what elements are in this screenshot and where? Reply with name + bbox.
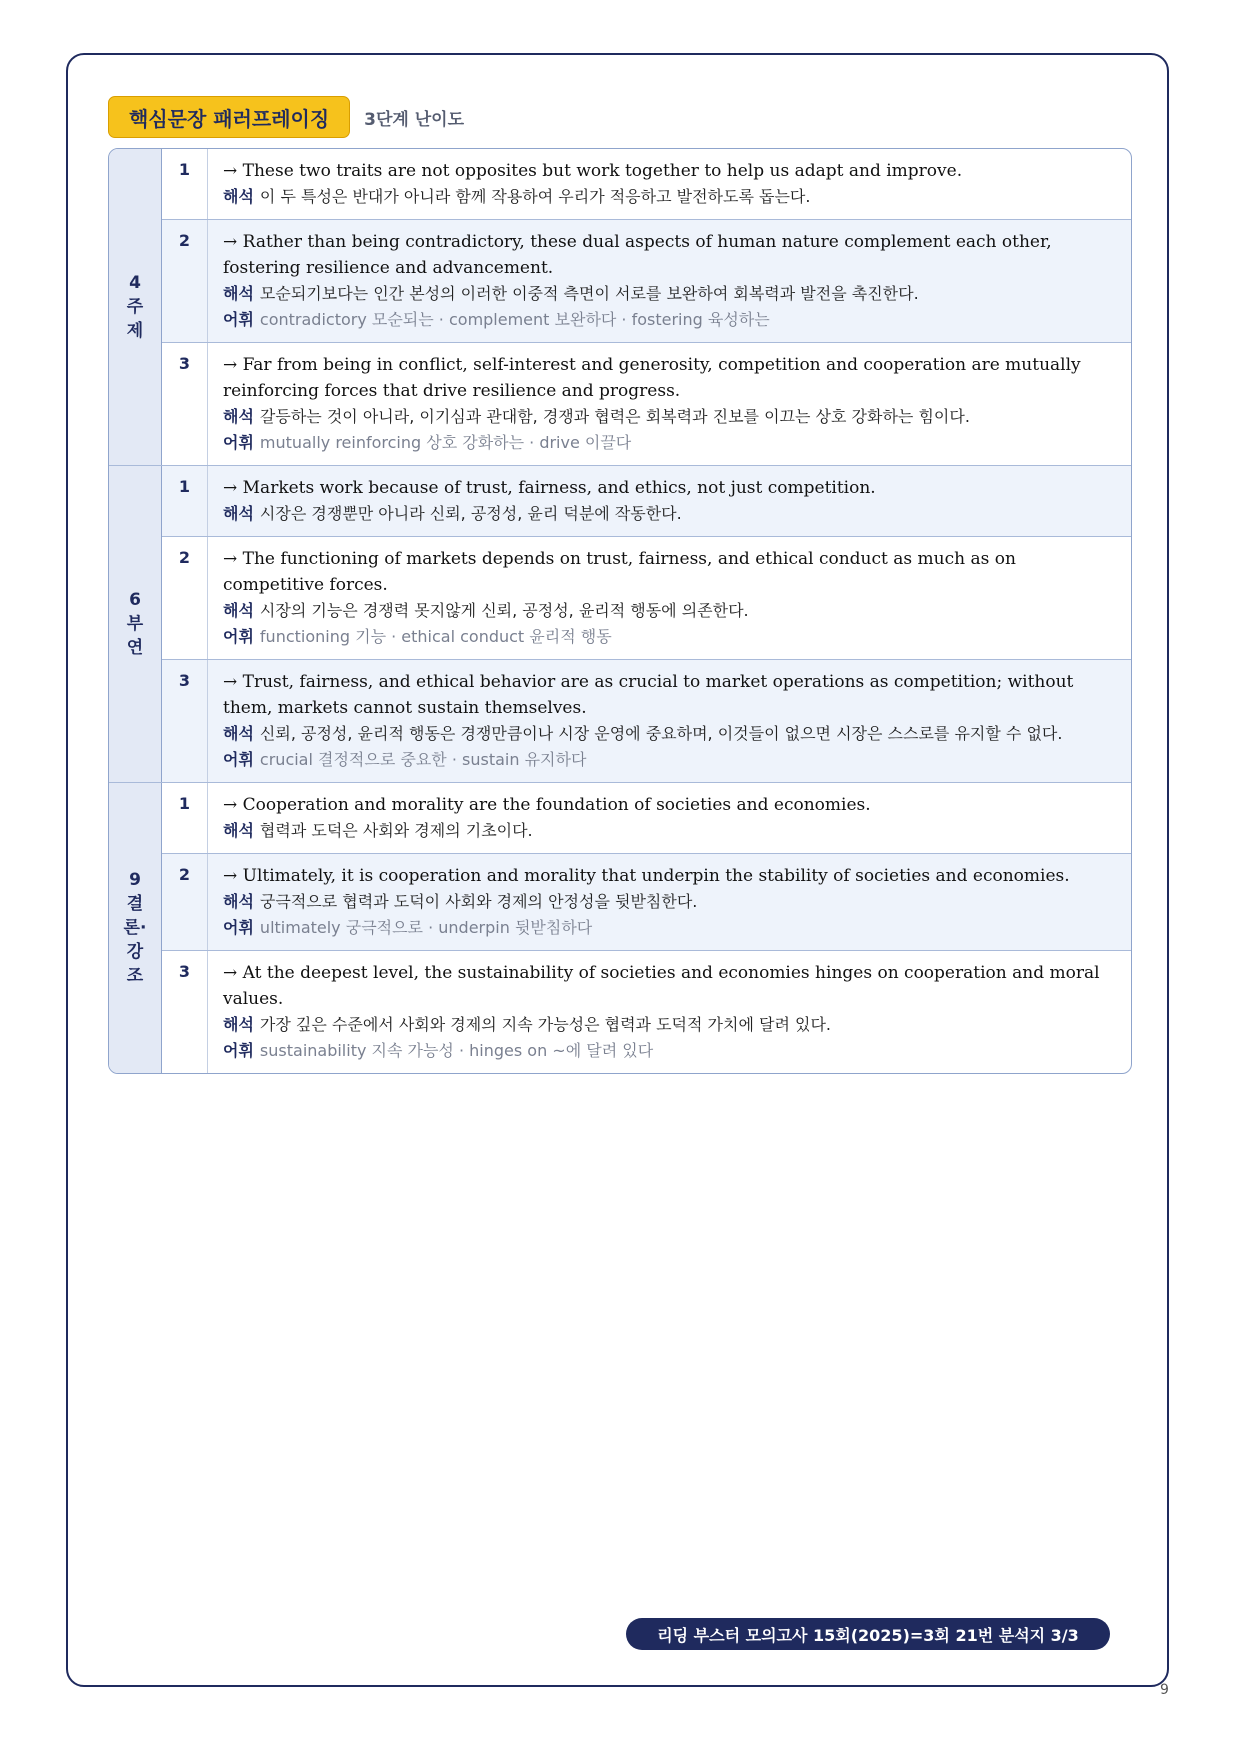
difficulty-level: 3단계 난이도 [364,109,465,130]
translation-text: 모순되기보다는 인간 본성의 이러한 이중적 측면이 서로를 보완하여 회복력과 발전을 촉진한다. [259,284,919,303]
table-group [109,783,1131,1073]
translation-line [223,281,1117,307]
translation-line [223,184,1117,210]
row-content [208,783,1131,853]
translation-text: 가장 깊은 수준에서 사회와 경제의 지속 가능성은 협력과 도덕적 가치에 달려 있다. [259,1015,832,1034]
translation-line [223,818,1117,844]
paraphrase-table [108,148,1132,1074]
row-content [208,660,1131,782]
table-row [162,951,1131,1073]
row-content [208,220,1131,342]
table-row [162,783,1131,854]
translation-line [223,501,1117,527]
translation-line [223,404,1117,430]
group-label-cell [109,466,162,782]
row-content [208,343,1131,465]
vocab-text: ultimately 궁극적으로 · underpin 뒷받침하다 [259,918,593,937]
vocab-tag: 어휘 [223,1041,254,1060]
group-label: 6부연 [126,590,144,658]
translation-text: 시장은 경쟁뿐만 아니라 신뢰, 공정성, 윤리 덕분에 작동한다. [259,504,682,523]
translation-text: 이 두 특성은 반대가 아니라 함께 작용하여 우리가 적응하고 발전하도록 돕는다. [259,187,811,206]
page-number: 9 [1160,1682,1169,1698]
row-content [208,149,1131,219]
translation-line [223,889,1117,915]
group-label: 9결론·강조 [123,870,147,986]
row-number: 1 [162,783,208,853]
english-sentence: → Markets work because of trust, fairness, and ethics, not just competition. [223,478,876,498]
vocab-line [223,430,1117,456]
table-row [162,149,1131,220]
vocab-text: functioning 기능 · ethical conduct 윤리적 행동 [259,627,612,646]
translation-text: 신뢰, 공정성, 윤리적 행동은 경쟁만큼이나 시장 운영에 중요하며, 이것들이 없으면 시장은 스스로를 유지할 수 없다. [259,724,1063,743]
translation-text: 협력과 도덕은 사회와 경제의 기초이다. [259,821,533,840]
english-sentence: → Far from being in conflict, self-interest and generosity, competition and cooperation are mutually reinforcing forces that drive resilience and progress. [223,355,1081,401]
english-sentence: → Cooperation and morality are the foundation of societies and economies. [223,795,871,815]
translation-line [223,1012,1117,1038]
row-number: 1 [162,149,208,219]
table-row [162,220,1131,343]
english-sentence: → Trust, fairness, and ethical behavior are as crucial to market operations as competition; without them, markets cannot sustain themselves. [223,672,1074,718]
row-content [208,466,1131,536]
english-sentence: → These two traits are not opposites but work together to help us adapt and improve. [223,161,963,181]
vocab-text: mutually reinforcing 상호 강화하는 · drive 이끌다 [259,433,632,452]
translation-tag: 해석 [223,187,254,206]
row-number: 3 [162,951,208,1073]
row-number: 2 [162,220,208,342]
vocab-tag: 어휘 [223,310,254,329]
group-label: 4주제 [126,273,144,341]
table-group [109,466,1131,783]
translation-tag: 해석 [223,284,254,303]
row-number: 3 [162,343,208,465]
row-number: 1 [162,466,208,536]
translation-tag: 해석 [223,601,254,620]
english-sentence: → The functioning of markets depends on trust, fairness, and ethical conduct as much as on competitive forces. [223,549,1016,595]
translation-tag: 해석 [223,892,254,911]
table-group [109,149,1131,466]
vocab-line [223,915,1117,941]
english-sentence: → Ultimately, it is cooperation and morality that underpin the stability of societies and economies. [223,866,1070,886]
row-number: 2 [162,537,208,659]
table-row [162,343,1131,465]
translation-line [223,598,1117,624]
english-sentence: → At the deepest level, the sustainability of societies and economies hinges on cooperation and moral values. [223,963,1100,1009]
translation-text: 갈등하는 것이 아니라, 이기심과 관대함, 경쟁과 협력은 회복력과 진보를 이끄는 상호 강화하는 힘이다. [259,407,970,426]
translation-text: 시장의 기능은 경쟁력 못지않게 신뢰, 공정성, 윤리적 행동에 의존한다. [259,601,749,620]
section-title: 핵심문장 패러프레이징 [108,96,350,138]
translation-line [223,721,1117,747]
translation-tag: 해석 [223,821,254,840]
translation-tag: 해석 [223,407,254,426]
vocab-line [223,747,1117,773]
group-rows [162,149,1131,465]
group-rows [162,783,1131,1073]
row-number: 3 [162,660,208,782]
row-content [208,951,1131,1073]
group-label-cell [109,783,162,1073]
group-rows [162,466,1131,782]
vocab-text: contradictory 모순되는 · complement 보완하다 · fostering 육성하는 [259,310,770,329]
section-header [108,96,464,138]
footer-badge: 리딩 부스터 모의고사 15회(2025)=3회 21번 분석지 3/3 [626,1618,1110,1650]
vocab-text: crucial 결정적으로 중요한 · sustain 유지하다 [259,750,587,769]
table-row [162,854,1131,951]
translation-tag: 해석 [223,1015,254,1034]
vocab-tag: 어휘 [223,433,254,452]
translation-tag: 해석 [223,504,254,523]
english-sentence: → Rather than being contradictory, these dual aspects of human nature complement each other, fostering resilience and advancement. [223,232,1052,278]
row-content [208,537,1131,659]
table-row [162,660,1131,782]
vocab-line [223,1038,1117,1064]
vocab-line [223,307,1117,333]
table-row [162,537,1131,660]
row-content [208,854,1131,950]
table-row [162,466,1131,537]
vocab-tag: 어휘 [223,918,254,937]
row-number: 2 [162,854,208,950]
translation-tag: 해석 [223,724,254,743]
vocab-text: sustainability 지속 가능성 · hinges on ~에 달려 있다 [259,1041,654,1060]
group-label-cell [109,149,162,465]
vocab-tag: 어휘 [223,750,254,769]
vocab-line [223,624,1117,650]
translation-text: 궁극적으로 협력과 도덕이 사회와 경제의 안정성을 뒷받침한다. [259,892,698,911]
vocab-tag: 어휘 [223,627,254,646]
